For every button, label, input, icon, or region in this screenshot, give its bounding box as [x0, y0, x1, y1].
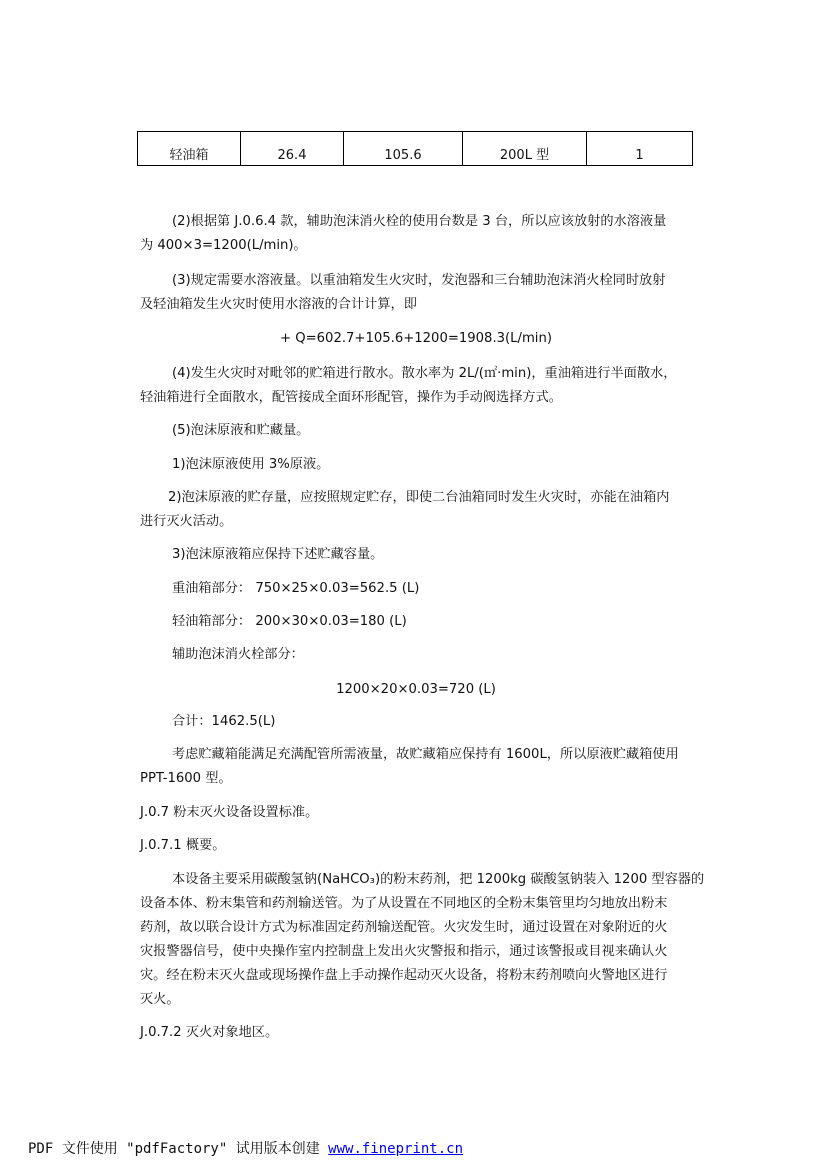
overview-line-3: 药剂，故以联合设计方式为标准固定药剂输送配管。火灾发生时，通过设置在对象附近的火: [140, 920, 668, 935]
paragraph-5-2-line-2: 进行灭火活动。: [140, 514, 233, 529]
paragraph-5-3: 3)泡沫原液箱应保持下述贮藏容量。: [172, 547, 384, 562]
aux-hydrant-label: 辅助泡沫消火栓部分：: [172, 647, 304, 662]
paragraph-2-line-2: 为 400×3=1200(L/min)。: [140, 238, 307, 253]
table-cell: 105.6: [344, 132, 463, 166]
overview-line-6: 灭火。: [140, 992, 180, 1007]
paragraph-4-line-1: (4)发生火灾时对毗邻的贮箱进行散水。散水率为 2L/(㎡·min)，重油箱进行半面散水，: [172, 366, 677, 381]
overview-line-1: 本设备主要采用碳酸氢钠(NaHCO₃)的粉末药剂，把 1200kg 碳酸氢钠装入 1200 型容器的: [172, 872, 705, 887]
formula-q: + Q=602.7+105.6+1200=1908.3(L/min): [280, 331, 552, 346]
consider-line-1: 考虑贮藏箱能满足充满配管所需液量，故贮藏箱应保持有 1600L，所以原液贮藏箱使用: [172, 747, 679, 762]
consider-line-2: PPT-1600 型。: [140, 771, 232, 786]
section-heading-j07: J.0.7 粉末灭火设备设置标准。: [140, 805, 319, 820]
overview-line-2: 设备本体、粉末集管和药剂输送管。为了从设置在不同地区的全粉末集管里均匀地放出粉末: [140, 896, 668, 911]
paragraph-5-1: 1)泡沫原液使用 3%原液。: [172, 457, 330, 472]
table-cell: 200L 型: [463, 132, 587, 166]
paragraph-4-line-2: 轻油箱进行全面散水，配管接成全面环形配管，操作为手动阀选择方式。: [140, 390, 562, 405]
light-oil-tank-line: 轻油箱部分： 200×30×0.03=180 (L): [172, 614, 407, 629]
overview-line-5: 灾。经在粉末灭火盘或现场操作盘上手动操作起动灭火设备，将粉末药剂喷向火警地区进行: [140, 968, 668, 983]
paragraph-2-line-1: (2)根据第 J.0.6.4 款，辅助泡沫消火栓的使用台数是 3 台，所以应该放射的水溶液量: [172, 214, 667, 229]
table-cell: 1: [587, 132, 693, 166]
section-heading-j071: J.0.7.1 概要。: [140, 838, 226, 853]
paragraph-5-2-line-1: 2)泡沫原液的贮存量，应按照规定贮存，即使二台油箱同时发生火灾时，亦能在油箱内: [168, 490, 670, 505]
section-heading-j072: J.0.7.2 灭火对象地区。: [140, 1025, 279, 1040]
footer-text: PDF 文件使用 "pdfFactory" 试用版本创建: [28, 1141, 329, 1157]
table-row: [138, 132, 693, 166]
pdf-footer: [28, 1138, 463, 1158]
paragraph-3-line-2: 及轻油箱发生火灾时使用水溶液的合计计算，即: [140, 297, 417, 312]
overview-line-4: 灾报警器信号，使中央操作室内控制盘上发出火灾警报和指示，通过该警报或目视来确认火: [140, 944, 668, 959]
total-line: 合计：1462.5(L): [172, 714, 276, 729]
footer-link[interactable]: www.fineprint.cn: [328, 1141, 464, 1157]
aux-hydrant-formula: 1200×20×0.03=720 (L): [336, 682, 496, 697]
heavy-oil-tank-line: 重油箱部分： 750×25×0.03=562.5 (L): [172, 581, 420, 596]
paragraph-5: (5)泡沫原液和贮藏量。: [172, 423, 310, 438]
table-cell: 轻油箱: [138, 132, 241, 166]
data-table: [137, 131, 693, 166]
table-cell: 26.4: [241, 132, 344, 166]
paragraph-3-line-1: (3)规定需要水溶液量。以重油箱发生火灾时，发泡器和三台辅助泡沫消火栓同时放射: [172, 273, 666, 288]
